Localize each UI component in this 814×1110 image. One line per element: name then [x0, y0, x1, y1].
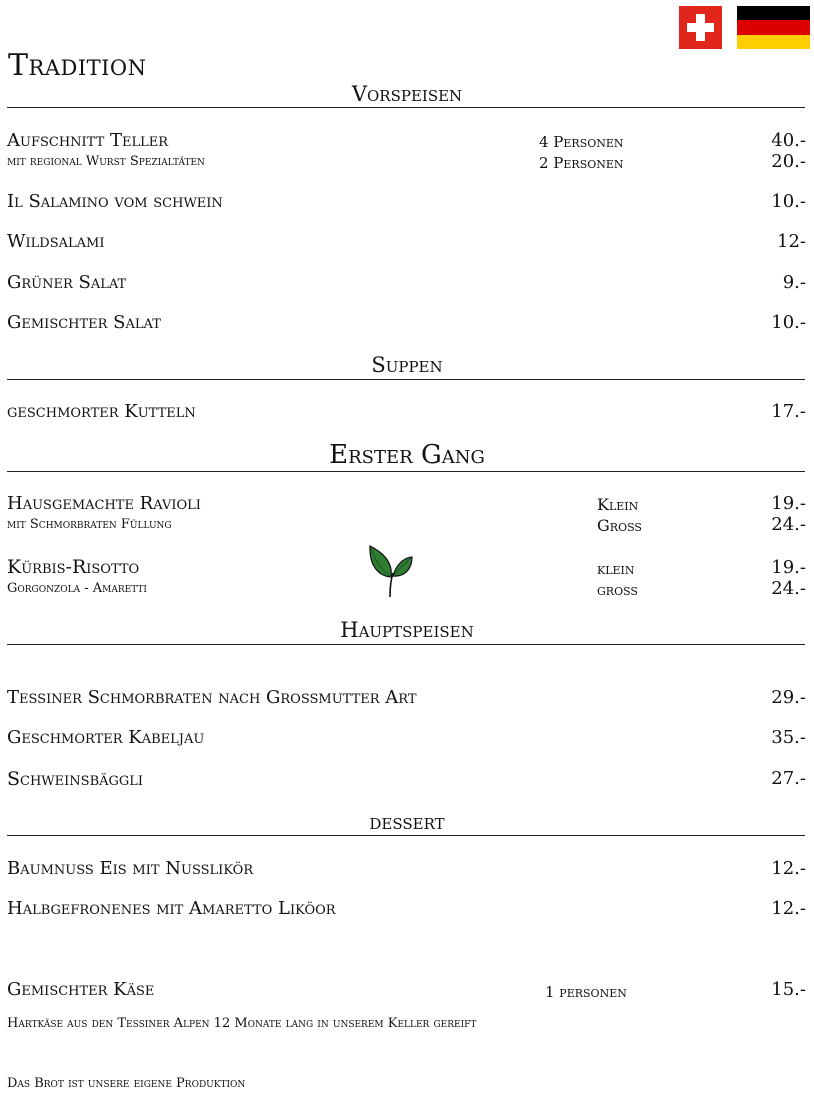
item-price-schmorbraten: 29.-	[771, 687, 806, 708]
item-name-kabeljau: Geschmorter Kabeljau	[7, 727, 205, 748]
section-heading-vorspeisen: Vorspeisen	[351, 82, 463, 106]
item-price-kaese: 15.-	[771, 979, 806, 1000]
item-note-kaese: Hartkäse aus den Tessiner Alpen 12 Monate lang in unserem Keller gereift	[7, 1016, 477, 1031]
item-price-wildsalami: 12-	[777, 231, 806, 252]
item-price-aufschnitt-1: 40.-	[771, 130, 806, 151]
item-price-gemischter-salat: 10.-	[771, 312, 806, 333]
section-divider	[7, 471, 805, 472]
item-name-schmorbraten: Tessiner Schmorbraten nach Grossmutter Art	[7, 687, 417, 708]
item-name-ravioli: Hausgemachte Ravioli	[7, 493, 201, 514]
item-price-gruener-salat: 9.-	[782, 272, 806, 293]
item-price-ravioli-2: 24.-	[771, 514, 806, 535]
section-divider	[7, 644, 805, 645]
section-divider	[7, 835, 805, 836]
item-price-kutteln: 17.-	[771, 401, 806, 422]
section-heading-dessert: dessert	[369, 810, 445, 834]
section-heading-hauptspeisen: Hauptspeisen	[340, 618, 474, 642]
item-portion-risotto-2: gross	[597, 580, 638, 599]
item-name-aufschnitt: Aufschnitt Teller	[7, 130, 169, 151]
swiss-flag-cross-horizontal	[687, 23, 714, 32]
item-name-salamino: Il Salamino vom schwein	[7, 191, 223, 212]
item-price-baumnuss-eis: 12.-	[771, 858, 806, 879]
item-portion-ravioli-2: Gross	[597, 516, 642, 535]
item-name-wildsalami: Wildsalami	[7, 231, 105, 252]
item-portion-risotto-1: klein	[597, 559, 635, 578]
item-price-aufschnitt-2: 20.-	[771, 151, 806, 172]
item-price-kabeljau: 35.-	[771, 727, 806, 748]
german-flag-red-stripe	[737, 20, 810, 34]
item-price-ravioli-1: 19.-	[771, 493, 806, 514]
item-price-schweinsbaeggli: 27.-	[771, 768, 806, 789]
item-name-schweinsbaeggli: Schweinsbäggli	[7, 768, 144, 790]
item-price-halbgefrorenes: 12.-	[771, 898, 806, 919]
german-flag-icon[interactable]	[737, 6, 810, 49]
section-divider	[7, 107, 805, 108]
item-portion-aufschnitt-1: 4 Personen	[539, 133, 624, 151]
german-flag-black-stripe	[737, 6, 810, 20]
footer-note: Das Brot ist unsere eigene Produktion	[7, 1076, 246, 1091]
section-heading-erster-gang: Erster Gang	[329, 440, 485, 470]
item-price-risotto-2: 24.-	[771, 578, 806, 599]
item-sub-aufschnitt: mit regional Wurst Spezialtäten	[7, 154, 205, 169]
item-name-gruener-salat: Grüner Salat	[7, 272, 127, 293]
item-portion-aufschnitt-2: 2 Personen	[539, 154, 624, 172]
section-heading-suppen: Suppen	[371, 353, 443, 377]
item-sub-ravioli: mit Schmorbraten Füllung	[7, 517, 172, 532]
item-name-baumnuss-eis: Baumnuss Eis mit Nusslikör	[7, 858, 254, 879]
german-flag-gold-stripe	[737, 35, 810, 49]
vegetarian-leaf-icon	[366, 543, 416, 599]
page-title: Tradition	[8, 48, 147, 83]
item-price-salamino: 10.-	[771, 191, 806, 212]
item-sub-risotto: Gorgonzola - Amaretti	[7, 581, 147, 596]
item-portion-kaese: 1 personen	[545, 983, 627, 1001]
swiss-flag-icon[interactable]	[679, 6, 722, 49]
item-name-kaese: Gemischter Käse	[7, 979, 155, 1000]
item-name-risotto: Kürbis-Risotto	[7, 556, 140, 578]
item-price-risotto-1: 19.-	[771, 557, 806, 578]
item-portion-ravioli-1: Klein	[597, 495, 639, 514]
section-divider	[7, 379, 805, 380]
item-name-kutteln: geschmorter Kutteln	[7, 401, 196, 422]
item-name-gemischter-salat: Gemischter Salat	[7, 312, 161, 333]
item-name-halbgefrorenes: Halbgefronenes mit Amaretto Liköor	[7, 898, 336, 919]
